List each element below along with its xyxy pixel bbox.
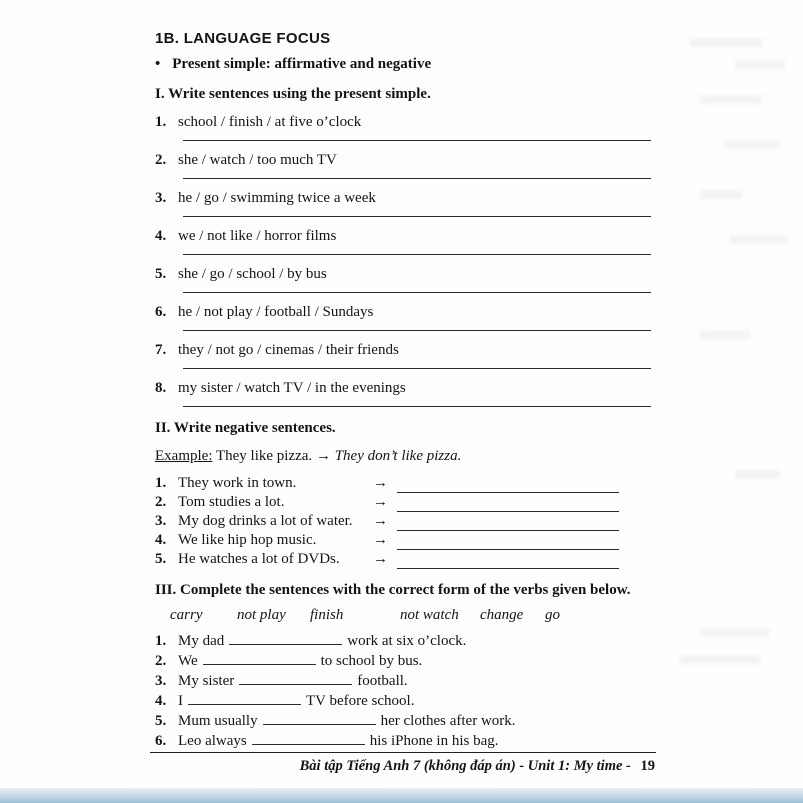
item-prompt-row xyxy=(155,228,657,245)
exercise3-item xyxy=(155,731,657,751)
exercise2-item xyxy=(155,512,657,531)
fill-blank xyxy=(239,671,352,685)
section3-heading: III. Complete the sentences with the correct form of the verbs given below. xyxy=(155,582,631,598)
exercise1-item xyxy=(155,190,657,217)
scan-bleed-artifact xyxy=(725,140,780,149)
exercise1-item xyxy=(155,342,657,369)
section2-heading: II. Write negative sentences. xyxy=(155,420,336,436)
exercise2-item xyxy=(155,474,657,493)
example-label: Example: xyxy=(155,448,213,464)
answer-line xyxy=(397,515,619,531)
word-bank-word: finish xyxy=(310,607,344,623)
item-sentence: Tom studies a lot. xyxy=(178,494,285,510)
item-prompt-row xyxy=(155,152,657,169)
item-sentence: My dog drinks a lot of water. xyxy=(178,513,353,529)
item-number: 7. xyxy=(155,342,167,358)
example-sentence: They like pizza. xyxy=(215,448,313,464)
answer-line xyxy=(397,496,619,512)
item-number: 4. xyxy=(155,693,167,709)
answer-line xyxy=(183,406,651,407)
scan-bleed-artifact xyxy=(680,655,760,664)
word-bank-word: not play xyxy=(237,607,286,623)
page-content xyxy=(155,30,657,751)
item-number: 6. xyxy=(155,304,167,320)
exercise3-list xyxy=(155,631,657,751)
example-row xyxy=(155,448,657,465)
word-bank-word: go xyxy=(545,607,560,623)
page-title: 1B. LANGUAGE FOCUS xyxy=(155,30,331,47)
bullet-icon: • xyxy=(155,56,161,72)
item-sentence: They work in town. xyxy=(178,475,297,491)
sentence-before-blank: My sister xyxy=(178,673,235,689)
answer-line xyxy=(397,534,619,550)
arrow-icon: → xyxy=(373,532,388,548)
answer-line xyxy=(183,254,651,255)
sentence-before-blank: My dad xyxy=(178,633,225,649)
arrow-icon: → xyxy=(373,551,388,567)
scan-bleed-artifact xyxy=(700,330,750,339)
exercise3-item xyxy=(155,671,657,691)
answer-line xyxy=(183,140,651,141)
sentence-after-blank: TV before school. xyxy=(306,693,415,709)
item-prompt: she / go / school / by bus xyxy=(178,266,327,282)
scan-bleed-artifact xyxy=(735,60,785,69)
word-bank-word: change xyxy=(480,607,524,623)
answer-line xyxy=(183,178,651,179)
page-footer xyxy=(155,758,655,775)
item-number: 2. xyxy=(155,152,167,168)
sentence-after-blank: his iPhone in his bag. xyxy=(369,733,499,749)
exercise2-item xyxy=(155,493,657,512)
item-prompt: they / not go / cinemas / their friends xyxy=(178,342,399,358)
item-number: 5. xyxy=(155,713,167,729)
sentence-after-blank: her clothes after work. xyxy=(380,713,516,729)
word-bank-word: not watch xyxy=(400,607,459,623)
item-number: 8. xyxy=(155,380,167,396)
item-number: 5. xyxy=(155,551,167,567)
item-prompt: school / finish / at five o’clock xyxy=(178,114,362,130)
item-sentence: He watches a lot of DVDs. xyxy=(178,551,340,567)
item-number: 4. xyxy=(155,228,167,244)
item-number: 1. xyxy=(155,633,167,649)
footer-divider xyxy=(150,752,656,753)
exercise1-item xyxy=(155,228,657,255)
word-bank xyxy=(155,607,657,624)
scan-bleed-artifact xyxy=(700,628,770,637)
word-bank-word: carry xyxy=(170,607,203,623)
arrow-icon: → xyxy=(315,448,331,464)
item-sentence: We like hip hop music. xyxy=(178,532,317,548)
exercise1-item xyxy=(155,304,657,331)
item-number: 6. xyxy=(155,733,167,749)
exercise1-item xyxy=(155,114,657,141)
fill-blank xyxy=(263,711,376,725)
sentence-after-blank: football. xyxy=(357,673,408,689)
answer-line xyxy=(183,368,651,369)
arrow-icon: → xyxy=(373,494,388,510)
answer-line xyxy=(397,553,619,569)
exercise1-item xyxy=(155,380,657,407)
scan-bleed-artifact xyxy=(700,95,762,104)
answer-line xyxy=(397,477,619,493)
sentence-before-blank: I xyxy=(178,693,183,709)
item-prompt: he / not play / football / Sundays xyxy=(178,304,374,320)
topic-heading-text: Present simple: affirmative and negative xyxy=(172,56,432,72)
item-number: 5. xyxy=(155,266,167,282)
topic-heading xyxy=(155,56,657,73)
item-number: 3. xyxy=(155,673,167,689)
section1-heading: I. Write sentences using the present simple. xyxy=(155,86,431,102)
exercise3-item xyxy=(155,691,657,711)
fill-blank xyxy=(203,651,316,665)
answer-line xyxy=(183,330,651,331)
sentence-before-blank: Leo always xyxy=(178,733,247,749)
exercise3-item xyxy=(155,711,657,731)
item-prompt: my sister / watch TV / in the evenings xyxy=(178,380,406,396)
sentence-before-blank: Mum usually xyxy=(178,713,258,729)
item-number: 2. xyxy=(155,653,167,669)
sentence-before-blank: We xyxy=(178,653,198,669)
scan-bleed-artifact xyxy=(690,38,762,47)
item-number: 1. xyxy=(155,114,167,130)
item-number: 3. xyxy=(155,513,167,529)
footer-page-number: 19 xyxy=(640,758,655,774)
exercise3-item xyxy=(155,631,657,651)
footer-book-title: Bài tập Tiếng Anh 7 (không đáp án) - Unit 1: My time - xyxy=(299,758,631,774)
scan-bleed-artifact xyxy=(700,190,742,199)
item-number: 1. xyxy=(155,475,167,491)
item-prompt-row xyxy=(155,380,657,397)
exercise2-item xyxy=(155,531,657,550)
scan-bleed-artifact xyxy=(730,235,788,244)
fill-blank xyxy=(188,691,301,705)
item-prompt-row xyxy=(155,190,657,207)
answer-line xyxy=(183,292,651,293)
item-prompt: we / not like / horror films xyxy=(178,228,337,244)
fill-blank xyxy=(229,631,342,645)
sentence-after-blank: to school by bus. xyxy=(320,653,423,669)
book-page-edge xyxy=(0,788,803,803)
item-prompt: she / watch / too much TV xyxy=(178,152,337,168)
answer-line xyxy=(183,216,651,217)
item-number: 3. xyxy=(155,190,167,206)
arrow-icon: → xyxy=(373,513,388,529)
fill-blank xyxy=(252,731,365,745)
exercise1-item xyxy=(155,152,657,179)
item-prompt-row xyxy=(155,266,657,283)
exercise1-item xyxy=(155,266,657,293)
item-prompt: he / go / swimming twice a week xyxy=(178,190,376,206)
example-answer: They don’t like pizza. xyxy=(334,448,462,464)
scan-bleed-artifact xyxy=(735,470,781,479)
item-number: 2. xyxy=(155,494,167,510)
exercise3-item xyxy=(155,651,657,671)
sentence-after-blank: work at six o’clock. xyxy=(347,633,467,649)
exercise2-item xyxy=(155,550,657,569)
item-number: 4. xyxy=(155,532,167,548)
item-prompt-row xyxy=(155,304,657,321)
item-prompt-row xyxy=(155,114,657,131)
item-prompt-row xyxy=(155,342,657,359)
exercise2-list xyxy=(155,474,657,569)
arrow-icon: → xyxy=(373,475,388,491)
